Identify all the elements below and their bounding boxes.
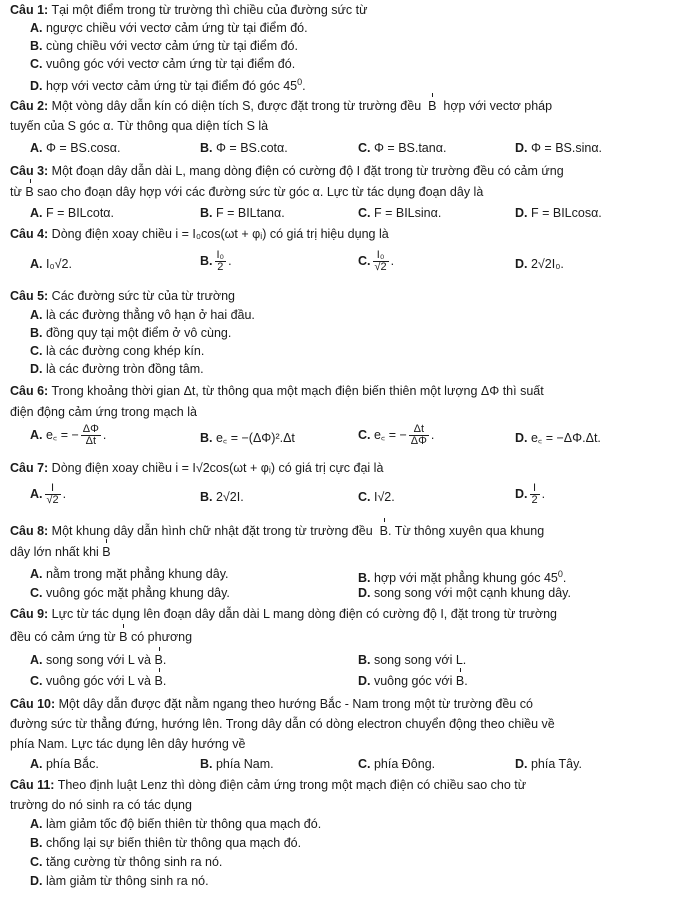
q3-option-b: B. F = BILtanα. [200,206,285,220]
q7-option-d: D. $\frac{I}{2}$ . [515,482,546,506]
q1-option-c: C. vuông góc với vectơ cảm ứng từ tại điểm đó. [30,57,296,71]
q6-stem: Câu 6: Trong khoảng thời gian Δt, từ thông qua một mạch điện biến thiên một lượng ΔΦ thì suất [10,384,544,398]
q3-stem-line2: từ B sao cho đoạn dây hợp với các đường sức từ góc α. Lực từ tác dụng đoạn dây là [10,185,484,199]
q2-option-d: D. Φ = BS.sinα. [515,141,603,155]
q11-option-b: B. chống lại sự biến thiên từ thông qua mạch đó. [30,836,302,850]
q5-option-a: A. là các đường thẳng vô hạn ở hai đầu. [30,308,255,322]
q2-option-b: B. Φ = BS.cotα. [200,141,288,155]
q6-option-d: D. e꜀ = −ΔΦ.Δt. [515,431,601,445]
q1-option-a: A. ngược chiều với vectơ cảm ứng từ tại điểm đó. [30,21,308,35]
q9-stem: Câu 9: Lực từ tác dụng lên đoạn dây dẫn dài L mang dòng điện có cường độ I, đặt trong từ trường [10,607,557,621]
q1-option-d: D. hợp với vectơ cảm ứng từ tại điểm đó góc $45^0$. [30,77,306,94]
q9-option-d: D. vuông góc với B. [358,674,468,688]
q9-option-a: A. song song với L và B. [30,653,167,667]
q8-option-d: D. song song với một cạnh khung dây. [358,586,571,600]
q3-stem: Câu 3: Một đoạn dây dẫn dài L, mang dòng điện có cường độ I đặt trong từ trường đều có cảm ứng [10,164,564,178]
q5-option-c: C. là các đường cong khép kín. [30,344,205,358]
q1-option-b: B. cùng chiều với vectơ cảm ứng từ tại điểm đó. [30,39,298,53]
q9-option-c: C. vuông góc với L và B. [30,674,167,688]
q2-option-c: C. Φ = BS.tanα. [358,141,447,155]
q2-option-a: A. Φ = BS.cosα. [30,141,121,155]
q4-option-c: C. $\frac{\text{I₀}}{√2}$ . [358,249,395,273]
q10-option-c: C. phía Đông. [358,757,436,771]
q4-stem: Câu 4: Dòng điện xoay chiều i = I₀cos(ωt + φᵢ) có giá trị hiệu dụng là [10,227,389,241]
q3-option-c: C. F = BILsinα. [358,206,442,220]
q6-stem-line2: điện động cảm ứng trong mạch là [10,405,197,419]
q8-option-c: C. vuông góc mặt phẳng khung dây. [30,586,230,600]
q10-stem: Câu 10: Một dây dẫn được đặt nằm ngang theo hướng Bắc - Nam trong một từ trường đều có [10,697,533,711]
q2-stem: Câu 2: Một vòng dây dẫn kín có diện tích S, được đặt trong từ trường đều B hợp với vectơ pháp [10,99,553,113]
q4-option-b: B. $\frac{\text{I₀}}{2}$ . [200,249,232,273]
q8-option-a: A. nằm trong mặt phẳng khung dây. [30,567,229,581]
q10-stem-line3: phía Nam. Lực tác dụng lên dây hướng về [10,737,246,751]
q11-option-c: C. tăng cường từ thông sinh ra nó. [30,855,223,869]
q10-option-a: A. phía Bắc. [30,757,99,771]
q4-option-a: A. I₀√2. [30,257,72,271]
q4-option-d: D. 2√2I₀. [515,257,564,271]
q11-stem-line2: trường do nó sinh ra có tác dụng [10,798,192,812]
q3-option-a: A. F = BILcotα. [30,206,114,220]
q6-option-b: B. e꜀ = −(ΔΦ)².Δt [200,431,295,445]
q10-option-d: D. phía Tây. [515,757,582,771]
q7-option-c: C. I√2. [358,490,395,504]
q8-stem: Câu 8: Một khung dây dẫn hình chữ nhật đặt trong từ trường đều B. Từ thông xuyên qua khung [10,524,545,538]
q10-stem-line2: đường sức từ thẳng đứng, hướng lên. Trong dây dẫn có dòng electron chuyển động theo chiều về [10,717,555,731]
q2-stem-line2: tuyến của S góc α. Từ thông qua diện tích S là [10,119,269,133]
q11-stem: Câu 11: Theo định luật Lenz thì dòng điện cảm ứng trong một mạch điện có chiều sao cho từ [10,778,527,792]
q5-stem: Câu 5: Các đường sức từ của từ trường [10,289,235,303]
q8-option-b: B. hợp với mặt phẳng khung góc $45^0$. [358,569,567,586]
q7-option-b: B. 2√2I. [200,490,244,504]
q11-option-d: D. làm giảm từ thông sinh ra nó. [30,874,209,888]
q7-stem: Câu 7: Dòng điện xoay chiều i = I√2cos(ωt + φᵢ) có giá trị cực đại là [10,461,384,475]
q3-option-d: D. F = BILcosα. [515,206,602,220]
q8-stem-line2: dây lớn nhất khi B [10,545,111,559]
q9-stem-line2: đều có cảm ứng từ B có phương [10,630,193,644]
q6-option-c: C. e꜀ = − $\frac{\Delta t}{\Delta\Phi}$ . [358,423,435,447]
q9-option-b: B. song song với L. [358,653,467,667]
q5-option-b: B. đồng quy tại một điểm ở vô cùng. [30,326,232,340]
q6-option-a: A. e꜀ = − $\frac{\Delta\Phi}{\Delta t}$ . [30,423,107,447]
q5-option-d: D. là các đường tròn đồng tâm. [30,362,204,376]
q1-stem: Câu 1: Tại một điểm trong từ trường thì chiều của đường sức từ [10,3,368,17]
q10-option-b: B. phía Nam. [200,757,274,771]
q11-option-a: A. làm giảm tốc độ biến thiên từ thông qua mạch đó. [30,817,322,831]
q7-option-a: A. $\frac{I}{√2}$ . [30,482,67,506]
